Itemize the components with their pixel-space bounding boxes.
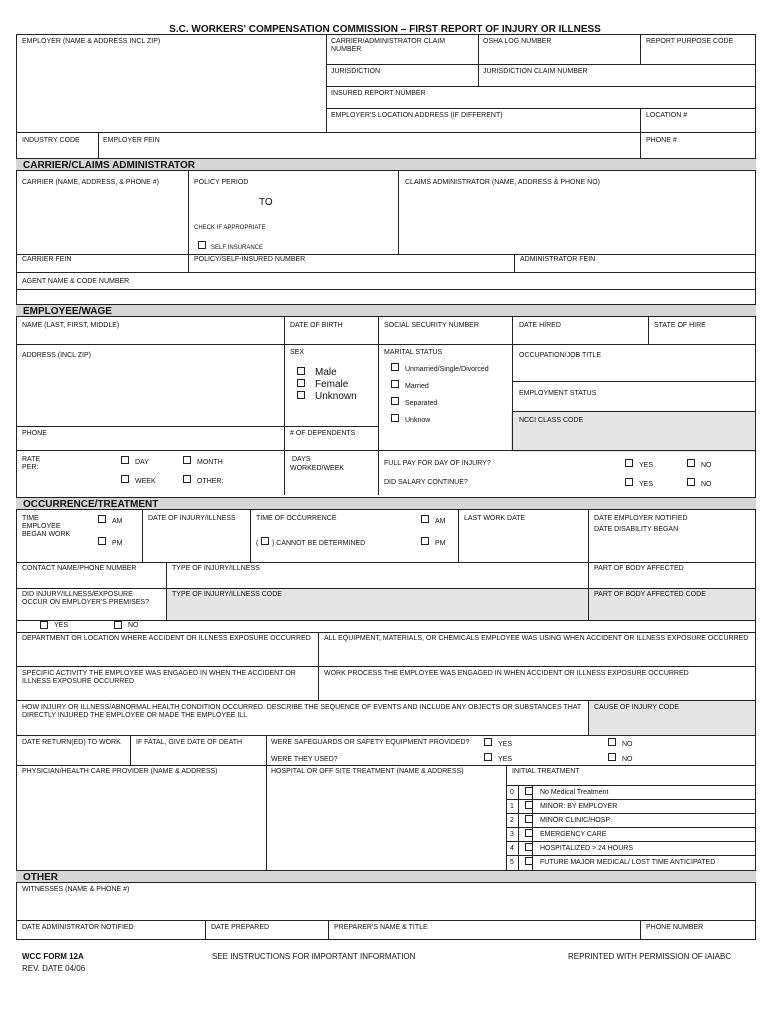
section-header-carrier: CARRIER/CLAIMS ADMINISTRATOR: [16, 158, 756, 171]
treatment-4-checkbox[interactable]: [525, 843, 533, 851]
treatment-label-2: MINOR CLINIC/HOSP: [540, 817, 611, 824]
location-address-label: EMPLOYER'S LOCATION ADDRESS (IF DIFFERENT): [331, 112, 503, 119]
occurrence-am-checkbox[interactable]: [421, 515, 429, 523]
sex-male-checkbox[interactable]: [297, 367, 305, 375]
last-work-date-label: LAST WORK DATE: [464, 515, 526, 522]
employee-name-label: NAME (LAST, FIRST, MIDDLE): [22, 322, 120, 329]
time-began-label-1: TIME: [22, 515, 39, 522]
cannot-determine-label: ) CANNOT BE DETERMINED: [272, 540, 366, 547]
safeguards-yes-label: YES: [498, 741, 513, 748]
on-premises-label-2: OCCUR ON EMPLOYER'S PREMISES?: [22, 599, 149, 606]
section-header-other: OTHER: [16, 870, 756, 883]
date-injury-label: DATE OF INJURY/ILLNESS: [148, 515, 236, 522]
full-pay-no-checkbox[interactable]: [687, 459, 695, 467]
treatment-code-0: 0: [510, 789, 514, 796]
salary-no-label: NO: [701, 481, 712, 488]
used-yes-checkbox[interactable]: [484, 753, 492, 761]
carrier-fein-label: CARRIER FEIN: [22, 256, 72, 263]
began-pm-label: PM: [112, 540, 123, 547]
marital-unknown-checkbox[interactable]: [391, 414, 399, 422]
claims-admin-label: CLAIMS ADMINISTRATOR (NAME, ADDRESS & PHONE NO): [405, 179, 600, 186]
self-insurance-checkbox[interactable]: [198, 241, 206, 249]
marital-married-label: Married: [405, 383, 429, 390]
treatment-code-3: 3: [510, 831, 514, 838]
treatment-3-checkbox[interactable]: [525, 829, 533, 837]
type-code-label: TYPE OF INJURY/ILLNESS CODE: [172, 591, 282, 598]
safeguards-no-checkbox[interactable]: [608, 738, 616, 746]
cannot-determine-checkbox[interactable]: [261, 537, 269, 545]
form-number: WCC FORM 12A: [22, 952, 84, 961]
on-premises-label-1: DID INJURY/ILLNESS/EXPOSURE: [22, 591, 133, 598]
treatment-1-checkbox[interactable]: [525, 801, 533, 809]
policy-period-label: POLICY PERIOD: [194, 179, 249, 186]
date-hired-label: DATE HIRED: [519, 322, 561, 329]
treatment-label-1: MINOR: BY EMPLOYER: [540, 803, 618, 810]
marital-status-label: MARITAL STATUS: [384, 349, 443, 356]
dob-label: DATE OF BIRTH: [290, 322, 343, 329]
treatment-code-4: 4: [510, 845, 514, 852]
phone-label: PHONE: [22, 430, 47, 437]
treatment-code-2: 2: [510, 817, 514, 824]
revision-date: REV. DATE 04/06: [22, 964, 86, 973]
began-pm-checkbox[interactable]: [98, 537, 106, 545]
location-number-label: LOCATION #: [646, 112, 688, 119]
self-insurance-label: SELF INSURANCE: [211, 245, 264, 251]
occurrence-pm-label: PM: [435, 540, 446, 547]
part-body-label: PART OF BODY AFFECTED: [594, 565, 684, 572]
marital-unmarried-label: Unmarried/Single/Divorced: [405, 366, 489, 373]
sex-female-label: Female: [315, 379, 349, 390]
used-no-label: NO: [622, 756, 633, 763]
equipment-label: ALL EQUIPMENT, MATERIALS, OR CHEMICALS EMPLOYEE WAS USING WHEN ACCIDENT OR ILLNESS EXPOSURE OCCURRED: [324, 635, 749, 642]
safeguards-label: WERE SAFEGUARDS OR SAFETY EQUIPMENT PROVIDED?: [271, 739, 470, 746]
ssn-label: SOCIAL SECURITY NUMBER: [384, 322, 479, 329]
rate-label: RATE: [22, 456, 41, 463]
type-injury-label: TYPE OF INJURY/ILLNESS: [172, 565, 260, 572]
industry-code-label: INDUSTRY CODE: [22, 137, 80, 144]
used-no-checkbox[interactable]: [608, 753, 616, 761]
treatment-label-0: No Medical Treatment: [540, 789, 609, 796]
date-prepared-label: DATE PREPARED: [211, 924, 270, 931]
initial-treatment-label: INITIAL TREATMENT: [512, 768, 580, 775]
check-if-appropriate-label: CHECK IF APPROPRIATE: [194, 225, 266, 231]
began-am-checkbox[interactable]: [98, 515, 106, 523]
treatment-0-checkbox[interactable]: [525, 787, 533, 795]
sex-unknown-checkbox[interactable]: [297, 391, 305, 399]
per-week-label: WEEK: [135, 478, 156, 485]
preparer-label: PREPARER'S NAME & TITLE: [334, 924, 428, 931]
marital-married-checkbox[interactable]: [391, 380, 399, 388]
premises-no-label: NO: [128, 622, 139, 629]
jurisdiction-label: JURISDICTION: [331, 68, 380, 75]
date-admin-notified-label: DATE ADMINISTRATOR NOTIFIED: [22, 924, 134, 931]
per-month-checkbox[interactable]: [183, 456, 191, 464]
occurrence-am-label: AM: [435, 518, 446, 525]
sex-unknown-label: Unknown: [315, 391, 357, 402]
safeguards-no-label: NO: [622, 741, 633, 748]
treatment-code-1: 1: [510, 803, 514, 810]
per-other-checkbox[interactable]: [183, 475, 191, 483]
salary-yes-label: YES: [639, 481, 654, 488]
salary-no-checkbox[interactable]: [687, 478, 695, 486]
sex-label: SEX: [290, 349, 305, 356]
marital-separated-label: Separated: [405, 400, 438, 407]
date-disability-label: DATE DISABILITY BEGAN: [594, 526, 679, 533]
premises-no-checkbox[interactable]: [114, 621, 122, 629]
osha-log-label: OSHA LOG NUMBER: [483, 38, 552, 45]
if-fatal-label: IF FATAL, GIVE DATE OF DEATH: [136, 739, 243, 746]
witnesses-label: WITNESSES (NAME & PHONE #): [22, 886, 130, 893]
phone-number-footer-label: PHONE NUMBER: [646, 924, 704, 931]
reprinted-note: REPRINTED WITH PERMISSION OF IAIABC: [568, 952, 732, 961]
per-label: PER:: [22, 464, 39, 471]
form-title: S.C. WORKERS' COMPENSATION COMMISSION – FIRST REPORT OF INJURY OR ILLNESS: [169, 24, 601, 35]
salary-continue-label: DID SALARY CONTINUE?: [384, 479, 468, 486]
occurrence-pm-checkbox[interactable]: [421, 537, 429, 545]
salary-yes-checkbox[interactable]: [625, 478, 633, 486]
treatment-code-5: 5: [510, 859, 514, 866]
instructions-note: SEE INSTRUCTIONS FOR IMPORTANT INFORMATION: [212, 952, 416, 961]
section-header-employee: EMPLOYEE/WAGE: [16, 304, 756, 317]
date-notified-label: DATE EMPLOYER NOTIFIED: [594, 515, 688, 522]
marital-separated-checkbox[interactable]: [391, 397, 399, 405]
cannot-determine-open: (: [256, 540, 259, 547]
carrier-name-label: CARRIER (NAME, ADDRESS, & PHONE #): [22, 179, 159, 186]
time-began-label-2: EMPLOYEE: [22, 523, 61, 530]
section-header-occurrence: OCCURRENCE/TREATMENT: [16, 497, 756, 510]
dependents-label: # OF DEPENDENTS: [290, 430, 356, 437]
phone-number-label: PHONE #: [646, 137, 677, 144]
days-label: DAYS: [292, 456, 311, 463]
treatment-5-checkbox[interactable]: [525, 857, 533, 865]
employer-name-label: EMPLOYER (NAME & ADDRESS INCL ZIP): [22, 38, 161, 45]
jurisdiction-claim-label: JURISDICTION CLAIM NUMBER: [483, 68, 588, 75]
policy-to-label: TO: [259, 197, 273, 208]
per-other-label: OTHER:: [197, 478, 224, 485]
work-process-label: WORK PROCESS THE EMPLOYEE WAS ENGAGED IN WHEN ACCIDENT OR ILLNESS EXPOSURE OCCURRED: [324, 670, 689, 677]
ncci-class-label: NCCI CLASS CODE: [519, 417, 584, 424]
contact-label: CONTACT NAME/PHONE NUMBER: [22, 565, 137, 572]
department-label: DEPARTMENT OR LOCATION WHERE ACCIDENT OR ILLNESS EXPOSURE OCCURRED: [22, 635, 311, 642]
per-week-checkbox[interactable]: [121, 475, 129, 483]
admin-fein-label: ADMINISTRATOR FEIN: [520, 256, 596, 263]
how-occurred-label-1: HOW INJURY OR ILLNESS/ABNORMAL HEALTH CONDITION OCCURRED. DESCRIBE THE SEQUENCE OF EVENTS AND INCLUDE ANY OBJECTS OR SUBSTANCES THAT: [22, 704, 582, 711]
per-day-checkbox[interactable]: [121, 456, 129, 464]
employment-status-label: EMPLOYMENT STATUS: [519, 390, 597, 397]
were-used-label: WERE THEY USED?: [271, 756, 338, 763]
used-yes-label: YES: [498, 756, 513, 763]
full-pay-yes-checkbox[interactable]: [625, 459, 633, 467]
state-hire-label: STATE OF HIRE: [654, 322, 706, 329]
activity-label-2: ILLNESS EXPOSURE OCCURRED: [22, 678, 135, 685]
full-pay-label: FULL PAY FOR DAY OF INJURY?: [384, 460, 491, 467]
safeguards-yes-checkbox[interactable]: [484, 738, 492, 746]
treatment-label-4: HOSPITALIZED > 24 HOURS: [540, 845, 634, 852]
policy-number-label: POLICY/SELF-INSURED NUMBER: [194, 256, 306, 263]
carrier-admin-claim-label: CARRIER/ADMINISTRATOR CLAIM NUMBER: [331, 38, 446, 53]
hospital-label: HOSPITAL OR OFF SITE TREATMENT (NAME & ADDRESS): [271, 768, 464, 775]
began-am-label: AM: [112, 518, 123, 525]
time-began-label-3: BEGAN WORK: [22, 531, 71, 538]
full-pay-no-label: NO: [701, 462, 712, 469]
per-month-label: MONTH: [197, 459, 223, 466]
date-returned-label: DATE RETURN(ED) TO WORK: [22, 739, 121, 746]
treatment-2-checkbox[interactable]: [525, 815, 533, 823]
activity-label-1: SPECIFIC ACTIVITY THE EMPLOYEE WAS ENGAGED IN WHEN THE ACCIDENT OR: [22, 670, 296, 677]
marital-unknown-label: Unknow: [405, 417, 431, 424]
cause-code-label: CAUSE OF INJURY CODE: [594, 704, 679, 711]
treatment-label-5: FUTURE MAJOR MEDICAL/ LOST TIME ANTICIPATED: [540, 859, 716, 866]
time-occurrence-label: TIME OF OCCURRENCE: [256, 515, 337, 522]
sex-male-label: Male: [315, 367, 337, 378]
marital-unmarried-checkbox[interactable]: [391, 363, 399, 371]
part-code-label: PART OF BODY AFFECTED CODE: [594, 591, 706, 598]
employer-fein-label: EMPLOYER FEIN: [103, 137, 160, 144]
agent-label: AGENT NAME & CODE NUMBER: [22, 278, 130, 285]
per-day-label: DAY: [135, 459, 149, 466]
treatment-label-3: EMERGENCY CARE: [540, 831, 607, 838]
full-pay-yes-label: YES: [639, 462, 654, 469]
worked-week-label: WORKED/WEEK: [290, 465, 345, 472]
physician-label: PHYSICIAN/HEALTH CARE PROVIDER (NAME & ADDRESS): [22, 768, 218, 775]
insured-report-label: INSURED REPORT NUMBER: [331, 90, 426, 97]
how-occurred-label-2: DIRECTLY INJURED THE EMPLOYEE OR MADE THE EMPLOYEE ILL: [22, 712, 248, 719]
premises-yes-checkbox[interactable]: [40, 621, 48, 629]
report-purpose-label: REPORT PURPOSE CODE: [646, 38, 734, 45]
address-label: ADDRESS (INCL ZIP): [22, 352, 91, 359]
premises-yes-label: YES: [54, 622, 69, 629]
sex-female-checkbox[interactable]: [297, 379, 305, 387]
occupation-label: OCCUPATION/JOB TITLE: [519, 352, 602, 359]
